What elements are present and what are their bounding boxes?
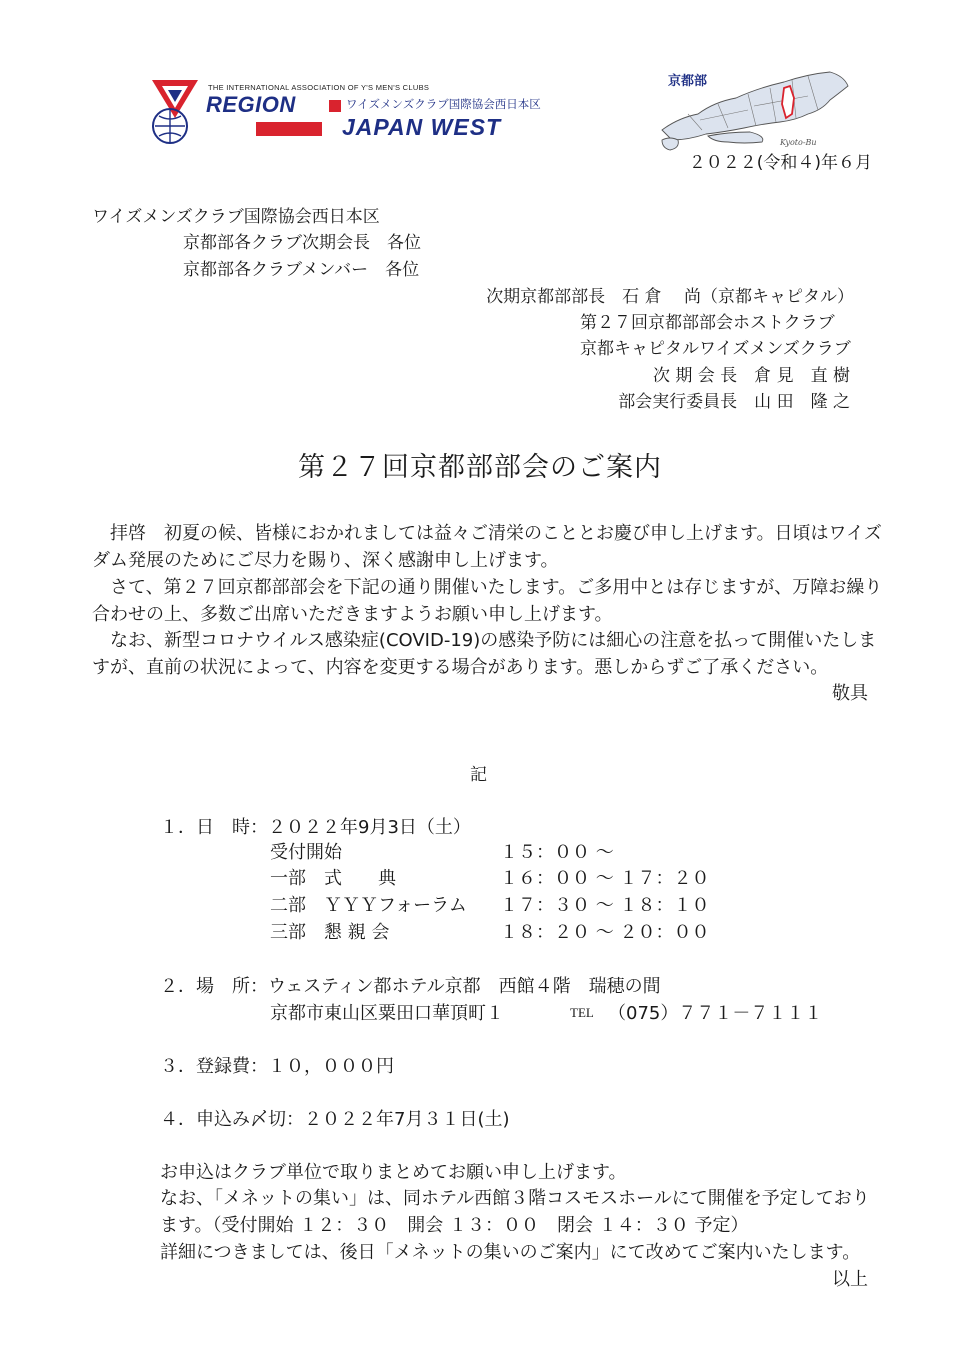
item-place: ２．場 所：ウェスティン都ホテル京都 西館４階 瑞穂の間 (160, 976, 661, 997)
tel-label: TEL (570, 1005, 594, 1020)
body-line-4: 合わせの上、多数ご出席いただきますようお願い申し上げます。 (92, 604, 613, 625)
item-date: １．日 時：２０２２年9月3日（土） (160, 817, 471, 838)
sender-line-2: 第２７回京都部部会ホストクラブ (580, 313, 835, 333)
map-script-text: Kyoto-Bu (780, 138, 817, 147)
schedule-name: 一部 式 典 (270, 868, 396, 889)
association-text: THE INTERNATIONAL ASSOCIATION OF Y'S MEN'S CLUBS (208, 83, 430, 92)
japan-west-text: JAPAN WEST (342, 114, 502, 140)
logo-block-shape (329, 100, 341, 112)
document-title: 第２７回京都部部会のご案内 (298, 452, 662, 483)
closing-keigu: 敬具 (832, 683, 868, 704)
recipient-org: ワイズメンズクラブ国際協会西日本区 (92, 207, 380, 227)
body-line-6: すが、直前の状況によって、内容を変更する場合があります。悪しからずご了承ください。 (92, 657, 829, 678)
ki-heading: 記 (470, 765, 487, 785)
body-line-3: さて、第２７回京都部部会を下記の通り開催いたします。ご多用中とは存じますが、万障お繰り (92, 577, 883, 598)
venue-address: 京都市東山区粟田口華頂町１ (270, 1003, 504, 1024)
body-line-1: 拝啓 初夏の候、皆様におかれましては益々ご清栄のこととお慶び申し上げます。日頃はワイズ (92, 523, 882, 544)
schedule-time: １５：００ ～ (500, 842, 614, 863)
map-label: 京都部 (668, 74, 708, 89)
note-line-2: なお、「メネットの集い」は、同ホテル西館３階コスモスホールにて開催を予定しており (160, 1188, 870, 1209)
closing-ijou: 以上 (832, 1269, 868, 1290)
venue-phone: （075）７７１－７１１１ (608, 1003, 823, 1024)
recipient-line-2: 京都部各クラブメンバー 各位 (183, 260, 420, 280)
note-line-4: 詳細につきましては、後日「メネットの集いのご案内」にて改めてご案内いたします。 (160, 1242, 861, 1263)
sender-line-3: 京都キャピタルワイズメンズクラブ (580, 339, 851, 359)
schedule-name: 受付開始 (270, 842, 342, 863)
logo-red-bar (256, 122, 322, 136)
body-line-2: ダム発展のためにご尽力を賜り、深く感謝申し上げます。 (92, 550, 559, 571)
schedule-time: １８：２０ ～ ２０：００ (500, 922, 710, 943)
western-japan-map-icon (658, 70, 854, 152)
schedule-time: １６：００ ～ １７：２０ (500, 868, 710, 889)
kyoto-region-map (658, 70, 854, 152)
region-text: REGION (206, 92, 296, 117)
note-line-1: お申込はクラブ単位で取りまとめてお願い申し上げます。 (160, 1162, 627, 1183)
note-line-3: ます。（受付開始 １２：３０ 開会 １３：００ 閉会 １４：３０ 予定） (160, 1215, 749, 1236)
schedule-name: 三部 懇 親 会 (270, 922, 390, 943)
schedule-name: 二部 ＹＹＹフォーラム (270, 895, 467, 916)
sender-line-1: 次期京都部部長 石 倉 尚（京都キャピタル） (486, 287, 854, 307)
logo-japanese-name: ワイズメンズクラブ国際協会西日本区 (346, 97, 541, 111)
body-line-5: なお、新型コロナウイルス感染症(COVID-19)の感染予防には細心の注意を払って開催いたしま (92, 630, 877, 651)
sender-line-4: 次 期 会 長 倉 見 直 樹 (652, 366, 850, 386)
document-date: ２０２２(令和４)年６月 (688, 153, 872, 173)
region-logo (146, 78, 556, 148)
item-deadline: ４．申込み〆切：２０２２年7月３１日(土) (160, 1109, 510, 1130)
schedule-time: １７：３０ ～ １８：１０ (500, 895, 710, 916)
sender-line-5: 部会実行委員長 山 田 隆 之 (618, 392, 850, 412)
recipient-line-1: 京都部各クラブ次期会長 各位 (183, 233, 421, 253)
item-fee: ３．登録費：１０，０００円 (160, 1056, 394, 1077)
